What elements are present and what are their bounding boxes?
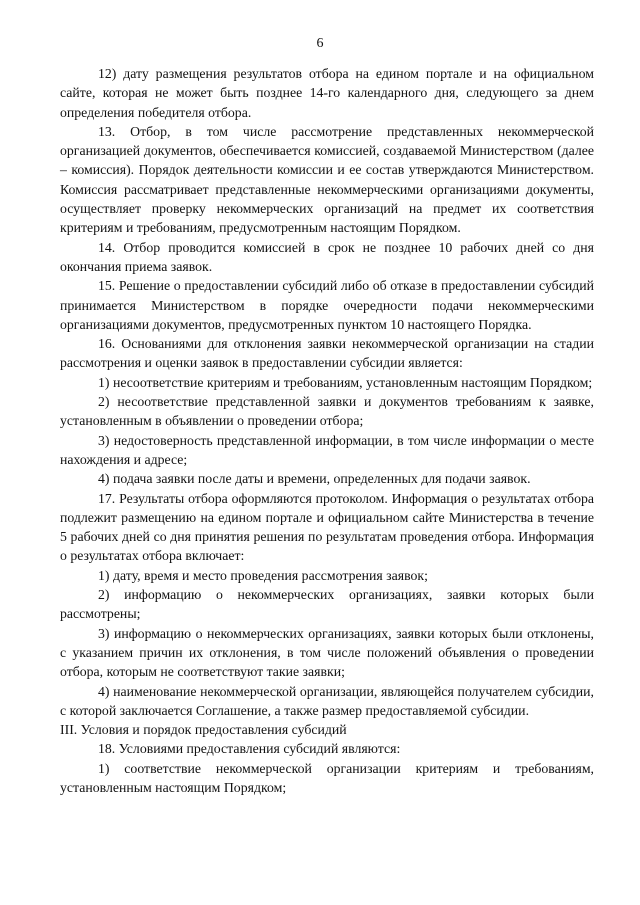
paragraph-13: 13. Отбор, в том числе рассмотрение представленных некоммерческой организацией документов, обеспечивается комиссией, создаваемой Министерством (далее – комиссия). Порядок деятельности комиссии и ее состав утверждаются Министерством. Комиссия рассматривает представленные некоммерческими организациями документы, осуществляет проверку некоммерческих организаций на предмет их соответствия критериям и требованиям, предусмотренным настоящим Порядком. xyxy=(60,123,594,236)
paragraph-18: 18. Условиями предоставления субсидий являются: xyxy=(98,741,401,757)
paragraph-17-item-2: 2) информацию о некоммерческих организациях, заявки которых были рассмотрены; xyxy=(60,587,594,622)
page-number: 6 xyxy=(316,36,324,51)
paragraph-18-item-1: 1) соответствие некоммерческой организации критериям и требованиям, установленным настоящим Порядком; xyxy=(60,760,594,795)
paragraph-17-item-1: 1) дату, время и место проведения рассмотрения заявок; xyxy=(98,567,428,583)
paragraph-15: 15. Решение о предоставлении субсидий либо об отказе в предоставлении субсидий принимается Министерством в порядке очередности подачи некоммерческими организациями документов, предусмотренных пунктом 10 настоящего Порядка. xyxy=(60,278,594,332)
paragraph-16-item-2: 2) несоответствие представленной заявки и документов требованиям к заявке, установленным в объявлении о проведении отбора; xyxy=(60,394,594,429)
paragraph-16-item-4: 4) подача заявки после даты и времени, определенных для подачи заявок. xyxy=(98,471,531,487)
paragraph-17: 17. Результаты отбора оформляются протоколом. Информация о результатах отбора подлежит размещению на едином портале и официальном сайте Министерства в течение 5 рабочих дней со дня принятия решения по результатам проведения отбора. Информация о результатах отбора включает: xyxy=(60,490,594,564)
paragraph-16: 16. Основаниями для отклонения заявки некоммерческой организации на стадии рассмотрения и оценки заявок в предоставлении субсидии является: xyxy=(60,336,594,371)
paragraph-17-item-3: 3) информацию о некоммерческих организациях, заявки которых были отклонены, с указанием причин их отклонения, в том числе положений объявления о проведении отбора, которым не соответствуют такие заявки; xyxy=(60,625,594,680)
paragraph-item-12: 12) дату размещения результатов отбора на едином портале и на официальном сайте, которая не может быть позднее 14-го календарного дня, следующего за днем определения победителя отбора. xyxy=(60,66,594,120)
paragraph-14: 14. Отбор проводится комиссией в срок не позднее 10 рабочих дней со дня окончания приема заявок. xyxy=(60,239,594,274)
document-body xyxy=(60,64,594,797)
paragraph-17-item-4: 4) наименование некоммерческой организации, являющейся получателем субсидии, с которой заключается Соглашение, а также размер предоставляемой субсидии. xyxy=(60,683,594,718)
paragraph-16-item-3: 3) недостоверность представленной информации, в том числе информации о месте нахождения и адресе; xyxy=(60,432,594,467)
section-heading: III. Условия и порядок предоставления субсидий xyxy=(60,722,347,738)
paragraph-16-item-1: 1) несоответствие критериям и требованиям, установленным настоящим Порядком; xyxy=(98,374,593,390)
